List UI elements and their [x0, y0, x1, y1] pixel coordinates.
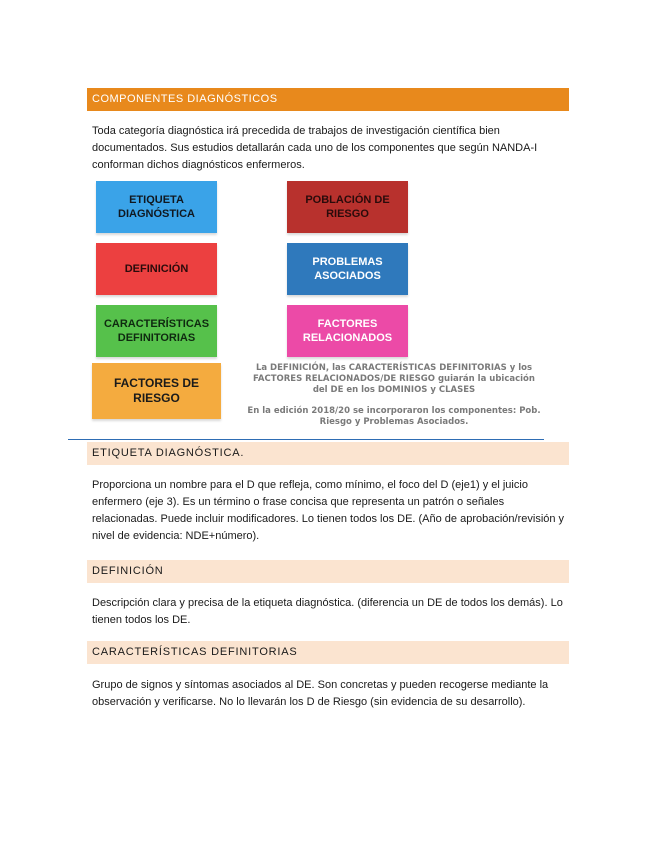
diagram-note-edicion: En la edición 2018/20 se incorporaron los componentes: Pob. Riesgo y Problemas Asociados.	[247, 406, 541, 427]
box-caracteristicas-definitorias: CARACTERÍSTICAS DEFINITORIAS	[96, 305, 217, 357]
box-factores-relacionados: FACTORES RELACIONADOS	[287, 305, 408, 357]
diagram-note-dominios: La DEFINICIÓN, las CARACTERÍSTICAS DEFINITORIAS y los FACTORES RELACIONADOS/DE RIESGO guiarán la ubicación del DE en los DOMINIOS y CLASES	[253, 363, 535, 395]
section-heading-definicion: DEFINICIÓN	[87, 560, 569, 583]
section-body-definicion: Descripción clara y precisa de la etiqueta diagnóstica. (diferencia un DE de todos los demás). Lo tienen todos los DE.	[92, 597, 563, 626]
section-body-etiqueta: Proporciona un nombre para el D que refleja, como mínimo, el foco del D (eje1) y el juicio enfermero (eje 3). Es un término o frase concisa que representa un patrón o señales relacionadas. Puede incluir modificadores. Lo tienen todos los DE. (Año de aprobación/revisión y nivel de evidencia: NDE+número).	[92, 479, 565, 542]
section-heading-etiqueta: ETIQUETA DIAGNÓSTICA.	[87, 442, 569, 465]
section-body-caracteristicas: Grupo de signos y síntomas asociados al DE. Son concretas y pueden recogerse mediante la observación y verificarse. No lo llevarán los D de Riesgo (sin evidencia de su desarrollo).	[92, 679, 549, 708]
box-etiqueta-diagnostica: ETIQUETA DIAGNÓSTICA	[96, 181, 217, 233]
page-title: COMPONENTES DIAGNÓSTICOS	[87, 88, 569, 111]
divider-line	[68, 439, 544, 440]
box-definicion: DEFINICIÓN	[96, 243, 217, 295]
box-poblacion-de-riesgo: POBLACIÓN DE RIESGO	[287, 181, 408, 233]
section-heading-caracteristicas: CARACTERÍSTICAS DEFINITORIAS	[87, 641, 569, 664]
box-factores-de-riesgo: FACTORES DE RIESGO	[92, 363, 221, 419]
intro-paragraph: Toda categoría diagnóstica irá precedida de trabajos de investigación científica bien documentados. Sus estudios detallarán cada uno de los componentes que según NANDA-I conforman dichos diagnósticos enfermeros.	[92, 125, 538, 171]
box-problemas-asociados: PROBLEMAS ASOCIADOS	[287, 243, 408, 295]
